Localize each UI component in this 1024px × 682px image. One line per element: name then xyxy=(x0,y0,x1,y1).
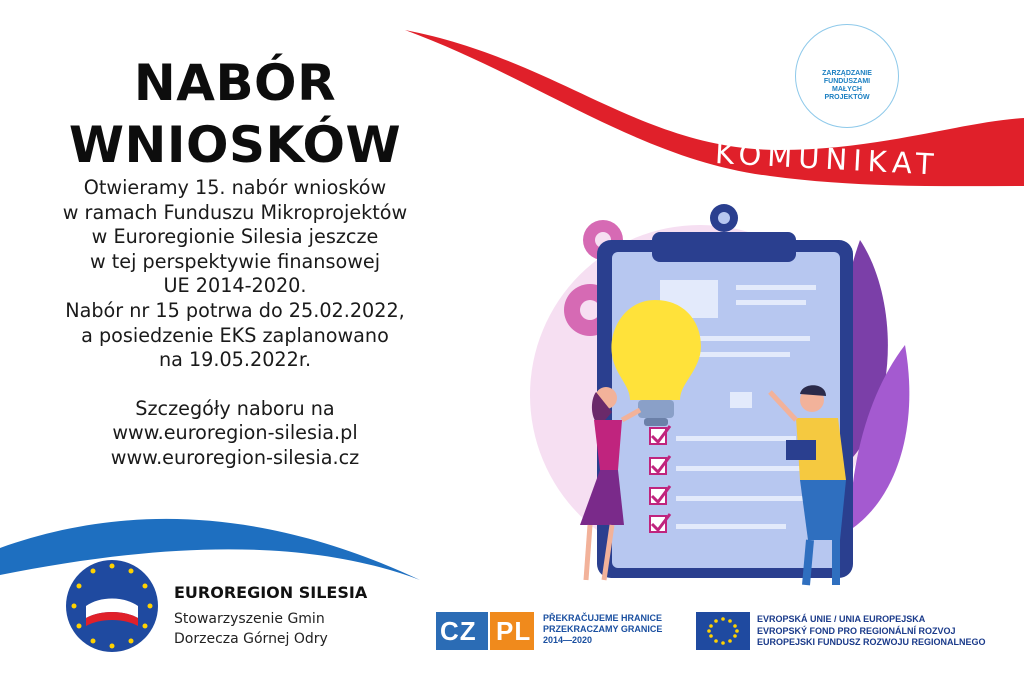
czpl-logo-pl: PL xyxy=(496,616,532,646)
body-line: na 19.05.2022r. xyxy=(158,348,312,372)
eu-line: EVROPSKÝ FOND PRO REGIONÁLNÍ ROZVOJ xyxy=(757,625,956,636)
details-label: Szczegóły naboru na xyxy=(135,396,335,420)
body-line: w tej perspektywie finansowej xyxy=(89,249,381,273)
announcement-text xyxy=(30,176,440,471)
zfmp-line: FUNDUSZAMI xyxy=(823,78,871,85)
body-line: w ramach Funduszu Mikroprojektów xyxy=(62,200,408,224)
zfmp-line: MAŁYCH xyxy=(832,86,862,93)
czpl-line: PRZEKRACZAMY GRANICE xyxy=(543,624,663,634)
title-line-1: NABÓR xyxy=(133,54,337,112)
zfmp-logo-text xyxy=(795,70,899,102)
euroregion-logo xyxy=(66,560,158,652)
title-line-2: WNIOSKÓW xyxy=(68,116,402,174)
page-title xyxy=(40,52,430,176)
czpl-slogan xyxy=(543,613,662,646)
blue-swoosh xyxy=(0,519,420,580)
body-line: a posiedzenie EKS zaplanowano xyxy=(81,323,389,347)
url-cz-link[interactable]: www.euroregion-silesia.cz xyxy=(110,445,360,469)
euroregion-subtitle xyxy=(174,609,328,649)
eu-line: EUROPEJSKI FUNDUSZ ROZWOJU REGIONALNEGO xyxy=(757,637,986,647)
body-line: Otwieramy 15. nabór wniosków xyxy=(83,176,387,199)
komunikat-badge: KOMUNIKAT xyxy=(714,136,941,182)
euroregion-name: EUROREGION SILESIA xyxy=(174,583,368,602)
eu-flag-icon xyxy=(696,612,750,650)
body-line: Nabór nr 15 potrwa do 25.02.2022, xyxy=(65,298,405,322)
eu-fund-text xyxy=(757,614,986,649)
euroregion-sub-line: Dorzecza Górnej Odry xyxy=(174,631,328,647)
clipboard-illustration xyxy=(530,204,909,585)
body-line: UE 2014-2020. xyxy=(163,274,307,298)
url-pl-link[interactable]: www.euroregion-silesia.pl xyxy=(112,421,358,445)
czpl-logo-cz: CZ xyxy=(440,616,477,646)
zfmp-line: PROJEKTÓW xyxy=(824,94,870,101)
body-line: w Euroregionie Silesia jeszcze xyxy=(91,225,379,249)
czpl-line: 2014—2020 xyxy=(543,635,593,645)
eu-line: EVROPSKÁ UNIE / UNIA EUROPEJSKA xyxy=(757,614,926,624)
czpl-line: PŘEKRAČUJEME HRANICE xyxy=(543,613,663,623)
zfmp-line: ZARZĄDZANIE xyxy=(822,70,872,77)
euroregion-sub-line: Stowarzyszenie Gmin xyxy=(174,611,325,627)
